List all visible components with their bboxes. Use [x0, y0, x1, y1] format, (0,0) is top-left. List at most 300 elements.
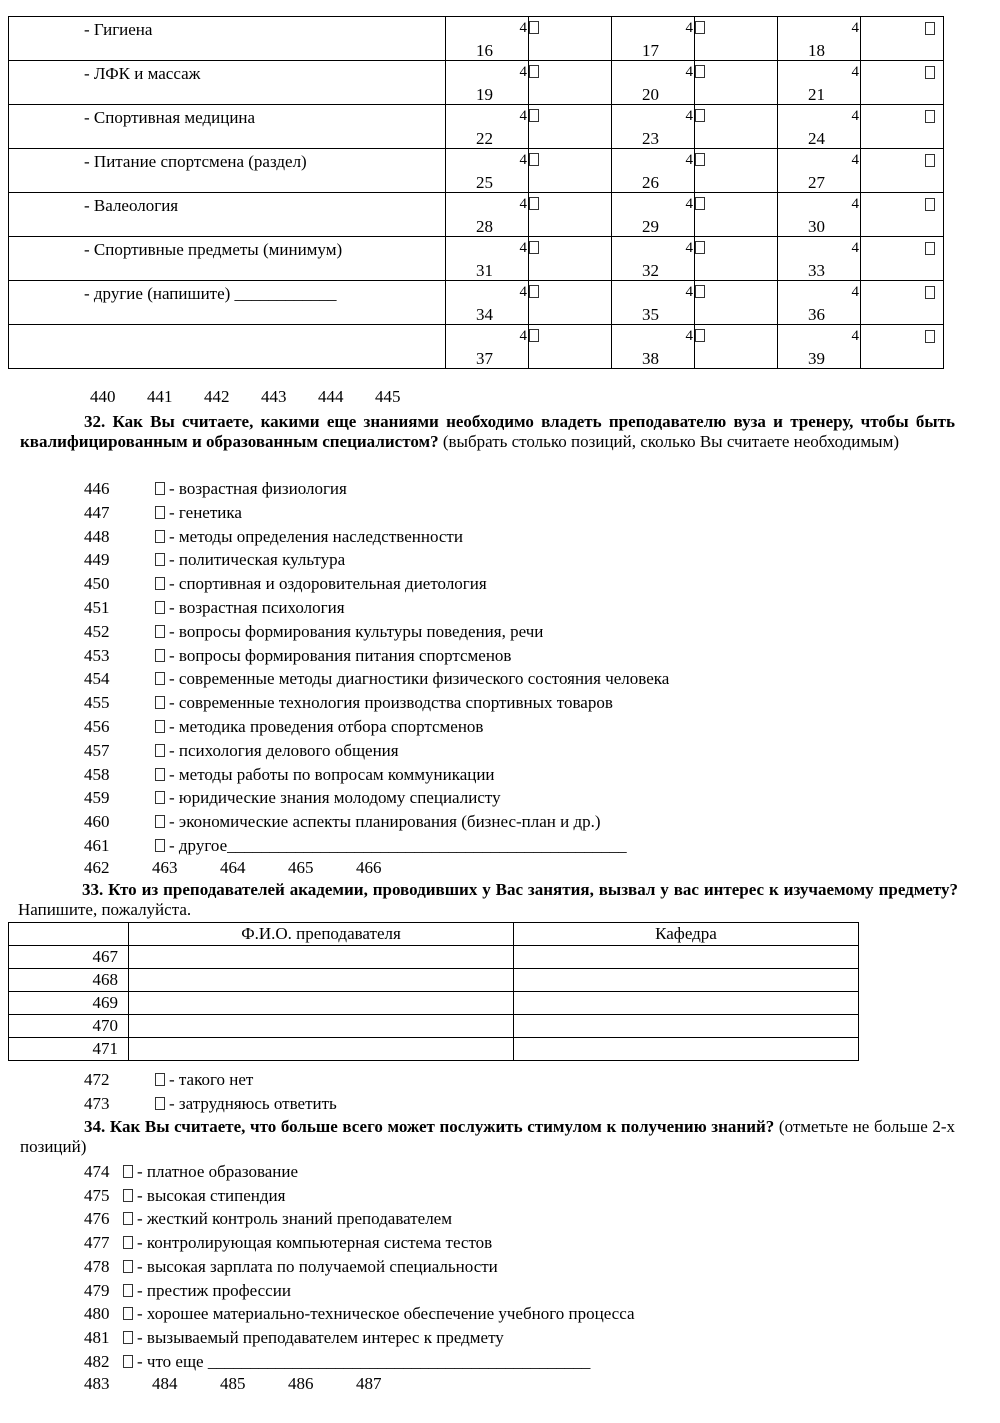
checkbox[interactable] [529, 197, 539, 210]
checkbox[interactable] [925, 154, 935, 167]
grid-number-cell [612, 149, 695, 193]
grid-subject-cell [9, 325, 446, 369]
grid-row [9, 149, 944, 193]
checkbox[interactable] [123, 1331, 133, 1344]
grid-row [9, 325, 944, 369]
option-label: - престиж профессии [137, 1280, 291, 1300]
grid-number-cell [778, 105, 861, 149]
teachers-header-department: Кафедра [514, 923, 859, 946]
grid-subject-label: - Питание спортсмена (раздел) [84, 152, 307, 171]
checkbox[interactable] [695, 21, 705, 34]
option-label: - современные технология производства спортивных товаров [169, 693, 613, 713]
grid-number-cell [446, 105, 529, 149]
grid-cell-number: 30 [808, 217, 825, 236]
checkbox[interactable] [155, 720, 165, 733]
grid-cell-number: 25 [476, 173, 493, 192]
codes-row-2 [84, 858, 424, 878]
checkbox[interactable] [529, 241, 539, 254]
option-number: 451 [84, 598, 110, 617]
option-label: - современные методы диагностики физического состояния человека [169, 669, 670, 689]
checkbox[interactable] [925, 198, 935, 211]
codes-row-1 [90, 387, 432, 407]
checkbox[interactable] [155, 672, 165, 685]
option-item [84, 836, 627, 856]
checkbox[interactable] [925, 286, 935, 299]
checkbox[interactable] [155, 1073, 165, 1086]
checkbox[interactable] [155, 601, 165, 614]
code-number: 445 [375, 387, 401, 406]
option-item [84, 812, 601, 832]
checkbox[interactable] [529, 153, 539, 166]
grid-checkbox-cell [529, 17, 612, 61]
checkbox[interactable] [695, 109, 705, 122]
grid-number-cell [612, 237, 695, 281]
grid-cell-number: 19 [476, 85, 493, 104]
option-number: 476 [84, 1209, 110, 1229]
code-number: 440 [90, 387, 116, 406]
option-label: - высокая стипендия [137, 1185, 286, 1205]
grid-cell-number: 33 [808, 261, 825, 280]
grid-checkbox-cell [861, 193, 944, 237]
grid-checkbox-cell [529, 105, 612, 149]
grid-cell-number: 24 [808, 129, 825, 148]
option-label: - юридические знания молодому специалисту [169, 788, 501, 808]
grid-cell-mark: 4 [685, 152, 693, 168]
grid-cell-mark: 4 [519, 64, 527, 80]
grid-cell-mark: 4 [851, 284, 859, 300]
option-label: - контролирующая компьютерная система тестов [137, 1233, 493, 1253]
question-32-note: (выбрать столько позиций, сколько Вы считаете необходимым) [438, 432, 900, 452]
grid-number-cell [612, 325, 695, 369]
teachers-row [9, 992, 859, 1015]
grid-cell-mark: 4 [519, 152, 527, 168]
option-number: 472 [84, 1070, 110, 1089]
grid-checkbox-cell [695, 17, 778, 61]
option-label: - хорошее материально-техническое обеспечение учебного процесса [137, 1304, 635, 1324]
grid-cell-number: 26 [642, 173, 659, 192]
code-number: 487 [356, 1374, 382, 1393]
teachers-table [8, 922, 859, 1061]
code-number: 443 [261, 387, 287, 406]
grid-cell-mark: 4 [519, 284, 527, 300]
grid-checkbox-cell [695, 237, 778, 281]
checkbox[interactable] [123, 1260, 133, 1273]
checkbox[interactable] [123, 1165, 133, 1178]
grid-number-cell [612, 105, 695, 149]
code-number: 486 [288, 1374, 314, 1393]
option-number: 446 [84, 479, 110, 498]
option-item [84, 622, 543, 642]
option-number: 453 [84, 645, 110, 665]
grid-subject-label: - ЛФК и массаж [84, 64, 201, 83]
grid-cell-mark: 4 [851, 152, 859, 168]
code-number: 444 [318, 387, 344, 406]
option-number: 460 [84, 812, 110, 832]
checkbox[interactable] [529, 285, 539, 298]
option-label: - вопросы формирования питания спортсменов [169, 645, 512, 665]
option-label: - политическая культура [169, 550, 346, 570]
option-item [84, 1352, 590, 1372]
grid-number-cell [446, 237, 529, 281]
grid-checkbox-cell [529, 281, 612, 325]
checkbox[interactable] [925, 242, 935, 255]
grid-cell-mark: 4 [685, 284, 693, 300]
option-item [84, 788, 501, 808]
grid-checkbox-cell [861, 105, 944, 149]
code-number: 483 [84, 1374, 110, 1393]
teacher-name-field[interactable] [129, 1038, 514, 1061]
grid-cell-number: 29 [642, 217, 659, 236]
grid-number-cell [778, 149, 861, 193]
option-item [84, 1094, 337, 1114]
grid-row [9, 61, 944, 105]
checkbox[interactable] [155, 768, 165, 781]
grid-row [9, 193, 944, 237]
grid-checkbox-cell [695, 149, 778, 193]
checkbox[interactable] [155, 815, 165, 828]
option-number: 456 [84, 717, 110, 736]
option-item [84, 1328, 504, 1348]
grid-number-cell [778, 281, 861, 325]
teachers-row-number: 469 [9, 992, 129, 1015]
grid-subject-label: - другие (напишите) ____________ [84, 284, 337, 303]
grid-subject-cell [9, 193, 446, 237]
grid-checkbox-cell [529, 193, 612, 237]
teachers-row [9, 969, 859, 992]
question-33-note: Напишите, пожалуйста. [18, 900, 192, 920]
option-number: 458 [84, 764, 110, 784]
grid-number-cell [778, 61, 861, 105]
grid-subject-label: - Спортивная медицина [84, 108, 256, 127]
teacher-name-field[interactable] [129, 969, 514, 992]
teachers-row [9, 1015, 859, 1038]
checkbox[interactable] [529, 109, 539, 122]
option-number: 477 [84, 1233, 110, 1253]
teachers-row-number: 468 [9, 969, 129, 992]
checkbox[interactable] [529, 21, 539, 34]
department-field[interactable] [514, 1015, 859, 1038]
option-item [84, 693, 613, 713]
checkbox[interactable] [695, 285, 705, 298]
grid-subject-label: - Валеология [84, 196, 179, 215]
checkbox[interactable] [155, 696, 165, 709]
grid-cell-mark: 4 [851, 240, 859, 256]
grid-number-cell [446, 281, 529, 325]
teachers-row-number: 470 [9, 1015, 129, 1038]
grid-number-cell [446, 325, 529, 369]
checkbox[interactable] [925, 330, 935, 343]
teacher-name-field[interactable] [129, 1015, 514, 1038]
option-label: - вопросы формирования культуры поведения, речи [169, 621, 544, 641]
grid-checkbox-cell [861, 325, 944, 369]
grid-cell-number: 27 [808, 173, 825, 192]
grid-subject-cell [9, 149, 446, 193]
grid-cell-number: 36 [808, 305, 825, 324]
option-label: - возрастная физиология [169, 479, 347, 498]
grid-cell-mark: 4 [685, 20, 693, 36]
grid-checkbox-cell [861, 149, 944, 193]
option-item [84, 1304, 635, 1324]
grid-cell-number: 23 [642, 129, 659, 148]
option-item [84, 574, 487, 594]
option-number: 473 [84, 1094, 110, 1113]
question-33-title: 33. Кто из преподавателей академии, проводивших у Вас занятия, вызвал у вас интерес к изучаемому предмету? [82, 880, 958, 899]
grid-cell-number: 35 [642, 305, 659, 324]
grid-checkbox-cell [529, 237, 612, 281]
grid-cell-mark: 4 [685, 64, 693, 80]
grid-cell-number: 37 [476, 349, 493, 368]
grid-checkbox-cell [695, 61, 778, 105]
grid-cell-number: 28 [476, 217, 493, 236]
grid-cell-mark: 4 [519, 108, 527, 124]
grid-cell-mark: 4 [685, 196, 693, 212]
option-label: - платное образование [137, 1162, 299, 1181]
question-34-note: (отметьте не больше 2-х позиций) [20, 1117, 955, 1157]
checkbox[interactable] [155, 506, 165, 519]
option-item [84, 1209, 452, 1229]
code-number: 463 [152, 858, 178, 877]
grid-checkbox-cell [695, 193, 778, 237]
checkbox[interactable] [155, 744, 165, 757]
option-item [84, 550, 345, 570]
option-item [84, 503, 242, 523]
checkbox[interactable] [123, 1212, 133, 1225]
grid-checkbox-cell [529, 325, 612, 369]
teachers-header-num [9, 923, 129, 946]
option-item [84, 1233, 492, 1253]
grid-cell-number: 39 [808, 349, 825, 368]
checkbox[interactable] [123, 1355, 133, 1368]
checkbox[interactable] [695, 241, 705, 254]
grid-number-cell [612, 281, 695, 325]
grid-number-cell [612, 193, 695, 237]
grid-subject-cell [9, 237, 446, 281]
grid-cell-number: 21 [808, 85, 825, 104]
grid-checkbox-cell [861, 17, 944, 61]
checkbox[interactable] [695, 197, 705, 210]
option-label: - затрудняюсь ответить [169, 1094, 337, 1113]
checkbox[interactable] [155, 791, 165, 804]
option-label: - такого нет [169, 1070, 254, 1089]
grid-number-cell [446, 193, 529, 237]
teachers-header-row [9, 923, 859, 946]
grid-cell-mark: 4 [519, 328, 527, 344]
grid-cell-number: 22 [476, 129, 493, 148]
checkbox[interactable] [695, 65, 705, 78]
grid-checkbox-cell [529, 61, 612, 105]
grid-checkbox-cell [861, 237, 944, 281]
teacher-name-field[interactable] [129, 992, 514, 1015]
question-34 [20, 1117, 955, 1158]
grid-number-cell [778, 237, 861, 281]
code-number: 484 [152, 1374, 178, 1393]
option-label: - методика проведения отбора спортсменов [169, 717, 484, 736]
option-item [84, 717, 483, 737]
question-32 [20, 412, 955, 453]
grid-number-cell [446, 149, 529, 193]
grid-cell-mark: 4 [519, 196, 527, 212]
question-34-title: 34. Как Вы считаете, что больше всего может послужить стимулом к получению знаний? [84, 1117, 775, 1136]
option-item [84, 527, 463, 547]
option-label: - возрастная психология [169, 598, 345, 617]
option-number: 448 [84, 526, 110, 546]
checkbox[interactable] [155, 1097, 165, 1110]
checkbox[interactable] [123, 1307, 133, 1320]
checkbox[interactable] [155, 553, 165, 566]
grid-number-cell [612, 61, 695, 105]
checkbox[interactable] [155, 530, 165, 543]
grid-subject-cell [9, 17, 446, 61]
checkbox[interactable] [155, 649, 165, 662]
checkbox[interactable] [925, 22, 935, 35]
option-number: 454 [84, 669, 110, 689]
option-number: 479 [84, 1280, 110, 1300]
grid-row [9, 105, 944, 149]
teacher-name-field[interactable] [129, 946, 514, 969]
option-item [84, 1186, 285, 1206]
grid-row [9, 281, 944, 325]
grid-number-cell [778, 325, 861, 369]
grid-subject-cell [9, 61, 446, 105]
option-label: - что еще _____________________________________________ [137, 1351, 591, 1371]
code-number: 485 [220, 1374, 246, 1393]
option-label: - другое_______________________________________________ [169, 836, 627, 855]
question-32-title: 32. Как Вы считаете, какими еще знаниями необходимо владеть преподавателю вуза и тренеру, чтобы быть квалифицированным и образованным специалистом? [20, 412, 955, 452]
grid-cell-mark: 4 [851, 20, 859, 36]
codes-row-3 [84, 1374, 424, 1394]
option-item [84, 741, 399, 761]
option-number: 452 [84, 621, 110, 641]
checkbox[interactable] [529, 65, 539, 78]
grid-number-cell [778, 193, 861, 237]
department-field[interactable] [514, 946, 859, 969]
grid-number-cell [446, 61, 529, 105]
option-item [84, 646, 511, 666]
checkbox[interactable] [695, 153, 705, 166]
grid-cell-number: 18 [808, 41, 825, 60]
grid-cell-mark: 4 [685, 240, 693, 256]
question-33 [18, 880, 958, 921]
teachers-header-name: Ф.И.О. преподавателя [129, 923, 514, 946]
grid-checkbox-cell [861, 61, 944, 105]
code-number: 442 [204, 387, 230, 406]
grid-row [9, 237, 944, 281]
teachers-row [9, 946, 859, 969]
checkbox[interactable] [695, 329, 705, 342]
grid-cell-number: 31 [476, 261, 493, 280]
option-item [84, 669, 669, 689]
grid-number-cell [446, 17, 529, 61]
grid-checkbox-cell [861, 281, 944, 325]
code-number: 465 [288, 858, 314, 877]
grid-cell-mark: 4 [851, 108, 859, 124]
option-number: 455 [84, 693, 110, 713]
teachers-row-number: 471 [9, 1038, 129, 1061]
option-number: 450 [84, 574, 110, 594]
option-number: 480 [84, 1304, 110, 1324]
code-number: 464 [220, 858, 246, 877]
grid-cell-mark: 4 [519, 20, 527, 36]
option-label: - вызываемый преподавателем интерес к предмету [137, 1327, 504, 1347]
grid-checkbox-cell [695, 281, 778, 325]
department-field[interactable] [514, 969, 859, 992]
option-number: 474 [84, 1162, 110, 1181]
option-number: 447 [84, 502, 110, 522]
option-label: - высокая зарплата по получаемой специальности [137, 1256, 498, 1276]
grid-subject-label: - Гигиена [84, 20, 153, 39]
option-label: - жесткий контроль знаний преподавателем [137, 1209, 452, 1229]
option-number: 478 [84, 1256, 110, 1276]
code-number: 462 [84, 858, 110, 877]
option-number: 459 [84, 788, 110, 808]
option-number: 449 [84, 550, 110, 570]
grid-subject-cell [9, 105, 446, 149]
grid-subject-cell [9, 281, 446, 325]
option-label: - спортивная и оздоровительная диетология [169, 574, 487, 594]
checkbox[interactable] [925, 110, 935, 123]
option-item [84, 1070, 253, 1090]
department-field[interactable] [514, 992, 859, 1015]
grid-number-cell [778, 17, 861, 61]
option-item [84, 598, 345, 618]
code-number: 441 [147, 387, 173, 406]
grid-checkbox-cell [695, 325, 778, 369]
teachers-row-number: 467 [9, 946, 129, 969]
grid-cell-number: 20 [642, 85, 659, 104]
grid-cell-mark: 4 [519, 240, 527, 256]
checkbox[interactable] [529, 329, 539, 342]
option-number: 457 [84, 740, 110, 760]
option-label: - методы работы по вопросам коммуникации [169, 764, 495, 784]
grid-number-cell [612, 17, 695, 61]
option-number: 481 [84, 1327, 110, 1347]
checkbox[interactable] [123, 1284, 133, 1297]
checkbox[interactable] [925, 66, 935, 79]
subjects-grid [8, 16, 944, 369]
checkbox[interactable] [155, 577, 165, 590]
checkbox[interactable] [155, 482, 165, 495]
grid-cell-mark: 4 [685, 108, 693, 124]
grid-cell-number: 16 [476, 41, 493, 60]
grid-row [9, 17, 944, 61]
option-item [84, 1281, 291, 1301]
option-number: 475 [84, 1185, 110, 1205]
option-number: 461 [84, 836, 110, 855]
grid-cell-number: 32 [642, 261, 659, 280]
grid-cell-mark: 4 [685, 328, 693, 344]
grid-cell-mark: 4 [851, 196, 859, 212]
checkbox[interactable] [123, 1236, 133, 1249]
checkbox[interactable] [155, 839, 165, 852]
option-label: - экономические аспекты планирования (бизнес-план и др.) [169, 812, 601, 832]
department-field[interactable] [514, 1038, 859, 1061]
grid-subject-label: - Спортивные предметы (минимум) [84, 240, 343, 259]
option-item [84, 1257, 498, 1277]
option-item [84, 479, 347, 499]
grid-cell-number: 34 [476, 305, 493, 324]
option-number: 482 [84, 1351, 110, 1371]
option-label: - генетика [169, 502, 242, 522]
option-item [84, 765, 495, 785]
code-number: 466 [356, 858, 382, 877]
option-item [84, 1162, 298, 1182]
checkbox[interactable] [123, 1189, 133, 1202]
checkbox[interactable] [155, 625, 165, 638]
grid-cell-number: 17 [642, 41, 659, 60]
option-label: - методы определения наследственности [169, 526, 463, 546]
grid-cell-number: 38 [642, 349, 659, 368]
teachers-row [9, 1038, 859, 1061]
